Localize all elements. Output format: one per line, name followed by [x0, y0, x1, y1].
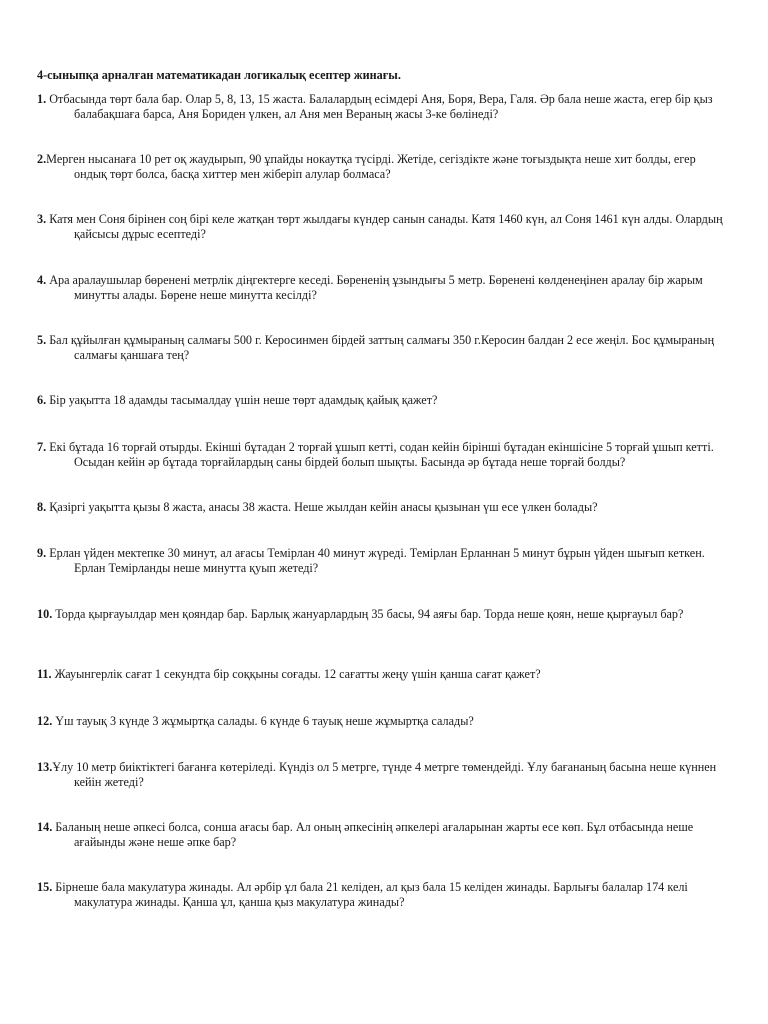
problem-number: 7. [37, 440, 47, 454]
problem-7 [37, 440, 727, 469]
problem-text: Бір уақытта 18 адамды тасымалдау үшін неше төрт адамдық қайық қажет? [49, 393, 438, 407]
problem-11 [37, 667, 727, 682]
problem-15 [37, 880, 727, 909]
problem-2 [37, 152, 727, 181]
problem-number: 3. [37, 212, 47, 226]
problem-number: 5. [37, 333, 47, 347]
problem-14 [37, 820, 727, 849]
problem-number: 14. [37, 820, 53, 834]
problem-1 [37, 92, 727, 121]
problem-number: 6. [37, 393, 47, 407]
problem-5 [37, 333, 727, 362]
problem-text: Торда қырғауылдар мен қояндар бар. Барлық жануарлардың 35 басы, 94 аяғы бар. Торда неше қоян, неше қырғауыл бар? [55, 607, 684, 621]
problem-number: 9. [37, 546, 47, 560]
problem-3 [37, 212, 727, 241]
problem-text: Ұлу 10 метр биіктіктегі бағанға көтеріледі. Күндіз ол 5 метрге, түнде 4 метрге төмендейді. Ұлу бағананың басына неше күннен кейін жетеді? [52, 760, 717, 789]
problem-9 [37, 546, 727, 575]
problem-text: Бірнеше бала макулатура жинады. Ал әрбір ұл бала 21 келіден, ал қыз бала 15 келіден жинады. Барлығы балалар 174 келі макулатура жинады. Қанша ұл, қанша қыз макулатура жинады? [55, 880, 688, 909]
problem-text: Ара аралаушылар бөренені метрлік діңгектерге кеседі. Бөрененің ұзындығы 5 метр. Бөренені көлденеңінен аралау бір жарым минутты алады. Бөрене неше минутта кесілді? [49, 273, 703, 302]
problem-number: 11. [37, 667, 52, 681]
problem-text: Қазіргі уақытта қызы 8 жаста, анасы 38 жаста. Неше жылдан кейін анасы қызынан үш есе үлкен болады? [49, 500, 598, 514]
problem-text: Жауынгерлік сағат 1 секундта бір соққыны соғады. 12 сағатты жеңу үшін қанша сағат қажет? [54, 667, 541, 681]
problem-text: Отбасында төрт бала бар. Олар 5, 8, 13, 15 жаста. Балалардың есімдері Аня, Боря, Вера, Галя. Әр бала неше жаста, егер бір қыз балабақшаға барса, Аня Бориден үлкен, ал Аня мен Вераның жасы 3-ке бөлінеді? [49, 92, 713, 121]
problem-number: 4. [37, 273, 47, 287]
problem-text: Баланың неше әпкесі болса, сонша ағасы бар. Ал оның әпкесінің әпкелері ағаларынан жарты есе көп. Бұл отбасында неше ағайынды және неше әпке бар? [55, 820, 694, 849]
problem-number: 12. [37, 714, 53, 728]
problem-6 [37, 393, 727, 408]
problem-number: 2. [37, 152, 47, 166]
problem-10 [37, 607, 727, 622]
problem-number: 13. [37, 760, 53, 774]
problem-4 [37, 273, 727, 302]
problem-text: Екі бұтада 16 торғай отырды. Екінші бұтадан 2 торғай ұшып кетті, содан кейін бірінші бұтадан екіншісіне 5 торғай ұшып кетті. Осыдан кейін әр бұтада торғайлардың саны бірдей болып шықты. Басында әр бұтада неше торғай болды? [49, 440, 714, 469]
problem-text: Бал құйылған құмыраның салмағы 500 г. Керосинмен бірдей заттың салмағы 350 г.Керосин балдан 2 есе жеңіл. Бос құмыраның салмағы қаншаға тең? [49, 333, 715, 362]
problem-text: Үш тауық 3 күнде 3 жұмыртқа салады. 6 күнде 6 тауық неше жұмыртқа салады? [55, 714, 474, 728]
problem-12 [37, 714, 727, 729]
problem-text: Мерген нысанаға 10 рет оқ жаудырып, 90 ұпайды нокаутқа түсірді. Жетіде, сегіздікте және тоғыздықта неше хит болды, егер ондық төрт болса, басқа хиттер мен жіберіп алулар болмаса? [46, 152, 696, 181]
problem-number: 8. [37, 500, 47, 514]
problem-8 [37, 500, 727, 515]
problem-text: Катя мен Соня бірінен соң бірі келе жатқан төрт жылдағы күндер санын санады. Катя 1460 күн, ал Соня 1461 күн алды. Олардың қайсысы дұрыс есептеді? [49, 212, 723, 241]
document-title: 4-сыныпқа арналған математикадан логикалық есептер жинағы. [37, 68, 401, 82]
problem-text: Ерлан үйден мектепке 30 минут, ал ағасы Темірлан 40 минут жүреді. Темірлан Ерланнан 5 минут бұрын үйден шығып кеткен. Ерлан Темірланды неше минутта қуып жетеді? [49, 546, 705, 575]
problem-13 [37, 760, 727, 789]
problem-number: 10. [37, 607, 53, 621]
problem-number: 1. [37, 92, 47, 106]
problem-number: 15. [37, 880, 53, 894]
